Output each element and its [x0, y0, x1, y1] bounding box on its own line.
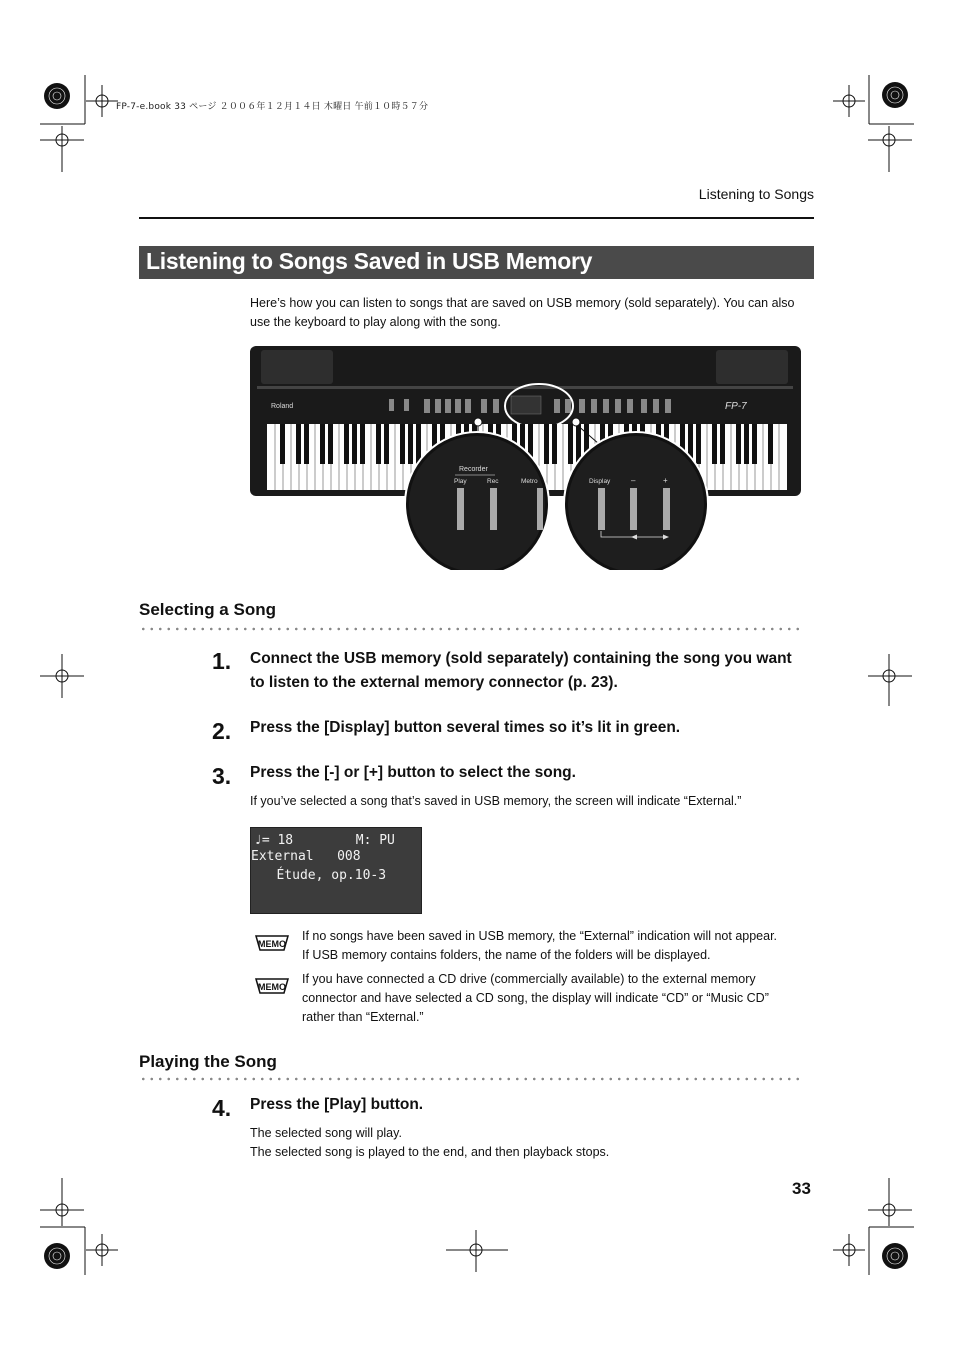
- step-number: 2.: [212, 718, 232, 744]
- metro-label: Metro: [521, 478, 538, 485]
- step-text: Press the [-] or [+] button to select the song.: [250, 764, 576, 781]
- display-label: Display: [589, 478, 611, 485]
- memo-line: rather than “External.”: [302, 1010, 424, 1024]
- piano-illustration: [249, 344, 802, 570]
- svg-text:MEMO: MEMO: [258, 939, 286, 949]
- section-heading-playing: Playing the Song: [139, 1052, 277, 1071]
- step-text: Connect the USB memory (sold separately) containing the song you want to listen to the external memory connector (p. 23).: [250, 650, 792, 691]
- memo-line: If you have connected a CD drive (commercially available) to the external memory: [302, 972, 756, 986]
- memo-line: If no songs have been saved in USB memory, the “External” indication will not appear.: [302, 929, 778, 943]
- intro-paragraph: Here’s how you can listen to songs that are saved on USB memory (sold separately). You can also use the keyboard to play along with the song.: [250, 296, 795, 329]
- memo-line: If USB memory contains folders, the name of the folders will be displayed.: [302, 948, 711, 962]
- rec-label: Rec: [487, 478, 499, 485]
- metro-button[interactable]: [537, 488, 543, 530]
- recorder-group-label: Recorder: [459, 466, 488, 473]
- lcd-line-1: ♩= 18 M: PU: [254, 833, 395, 848]
- minus-button[interactable]: [630, 488, 637, 530]
- section-divider: [139, 627, 804, 631]
- step3-note: If you’ve selected a song that’s saved in USB memory, the screen will indicate “External.”: [250, 794, 742, 808]
- step-number: 4.: [212, 1095, 232, 1121]
- memo-icon: [254, 932, 290, 954]
- lcd-line-3: Étude, op.10-3: [253, 868, 387, 883]
- section-divider: [139, 1077, 804, 1081]
- step-number: 3.: [212, 763, 232, 789]
- memo-2-text: [302, 970, 812, 1027]
- display-button[interactable]: [598, 488, 605, 530]
- plus-label: +: [663, 476, 668, 485]
- step-text: Press the [Display] button several times so it’s lit in green.: [250, 719, 681, 736]
- header-rule: [139, 217, 814, 219]
- title-bar: [139, 246, 814, 279]
- plus-button[interactable]: [663, 488, 670, 530]
- lcd-line-2: External 008: [251, 849, 361, 864]
- note-line: The selected song will play.: [250, 1126, 402, 1140]
- crop-header: FP-7-e.book 33 ページ ２００６年１２月１４日 木曜日 午前１０時５７分: [116, 102, 429, 112]
- memo-1-text: [302, 927, 812, 965]
- minus-label: –: [631, 476, 636, 485]
- rec-button[interactable]: [490, 488, 497, 530]
- lcd-screen: [250, 827, 422, 914]
- svg-text:MEMO: MEMO: [258, 982, 286, 992]
- play-label: Play: [454, 478, 467, 485]
- step-number: 1.: [212, 648, 232, 674]
- note-line: The selected song is played to the end, and then playback stops.: [250, 1145, 610, 1159]
- page-number: 33: [792, 1179, 811, 1198]
- play-button[interactable]: [457, 488, 464, 530]
- page-title: Listening to Songs Saved in USB Memory: [146, 248, 593, 274]
- running-head: Listening to Songs: [698, 186, 814, 202]
- section-heading-selecting: Selecting a Song: [139, 600, 276, 619]
- piano-brand: Roland: [271, 403, 294, 410]
- memo-line: connector and have selected a CD song, the display will indicate “CD” or “Music CD”: [302, 991, 769, 1005]
- step4-notes: [250, 1124, 810, 1162]
- piano-model: FP-7: [725, 401, 747, 412]
- step-text: Press the [Play] button.: [250, 1096, 424, 1113]
- memo-icon: [254, 975, 290, 997]
